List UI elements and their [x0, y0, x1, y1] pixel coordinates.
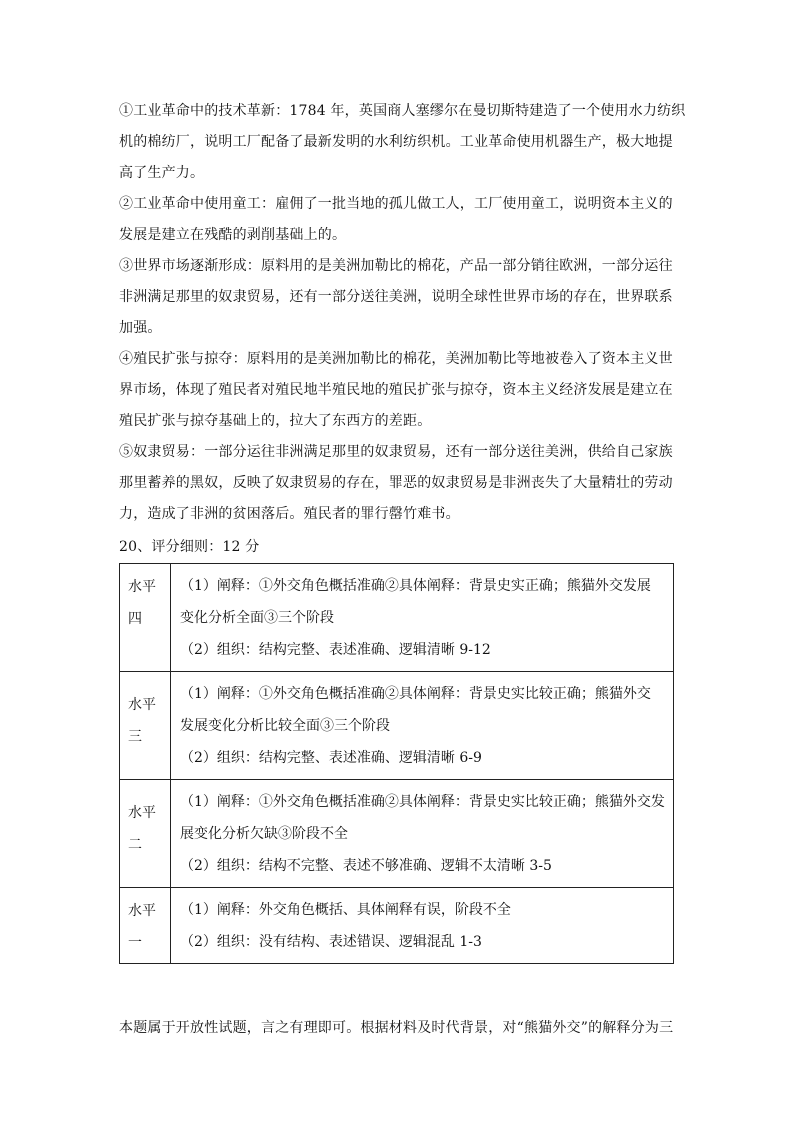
level-label: 二 — [128, 837, 142, 853]
level-cell — [120, 564, 171, 672]
criteria-line: （1）阐释：①外交角色概括准确②具体阐释：背景史实正确；熊猫外交发展 — [180, 578, 651, 594]
criteria-line: （2）组织：结构完整、表述准确、逻辑清晰 9-12 — [180, 642, 491, 658]
level-label: 一 — [128, 935, 142, 951]
level-cell — [120, 780, 171, 888]
point-2-paragraph — [119, 189, 679, 251]
table-row — [120, 780, 674, 888]
point-3-paragraph — [119, 251, 679, 344]
level-label: 三 — [128, 729, 142, 745]
criteria-line: （2）组织：结构不完整、表述不够准确、逻辑不太清晰 3-5 — [180, 858, 552, 874]
point-5-paragraph — [119, 437, 679, 530]
text-line: ⑤奴隶贸易：一部分运往非洲满足那里的奴隶贸易，还有一部分送往美洲，供给自己家族 — [119, 444, 673, 460]
text-line: 发展是建立在残酷的剥削基础上的。 — [119, 227, 347, 243]
level-cell — [120, 672, 171, 780]
criteria-line: （2）组织：没有结构、表述错误、逻辑混乱 1-3 — [180, 934, 482, 950]
answer-section — [119, 96, 686, 561]
criteria-line: （1）阐释：①外交角色概括准确②具体阐释：背景史实比较正确；熊猫外交 — [180, 686, 651, 702]
text-line: ②工业革命中使用童工：雇佣了一批当地的孤儿做工人，工厂使用童工，说明资本主义的 — [119, 196, 673, 212]
criteria-cell — [171, 564, 674, 672]
criteria-line: 展变化分析欠缺③阶段不全 — [180, 826, 348, 842]
section-heading: 20、评分细则：12 分 — [119, 539, 260, 555]
criteria-line: （2）组织：结构完整、表述准确、逻辑清晰 6-9 — [180, 750, 482, 766]
rubric-table — [119, 563, 674, 964]
text-line: 加强。 — [119, 320, 162, 336]
text-line: ③世界市场逐渐形成：原料用的是美洲加勒比的棉花，产品一部分销往欧洲，一部分运往 — [119, 258, 673, 274]
criteria-line: 变化分析全面③三个阶段 — [180, 610, 334, 626]
table-row — [120, 672, 674, 780]
criteria-line: （1）阐释：①外交角色概括准确②具体阐释：背景史实比较正确；熊猫外交发 — [180, 794, 665, 810]
point-4-paragraph — [119, 344, 679, 437]
point-1-paragraph — [119, 96, 686, 189]
level-label: 水平 — [128, 903, 156, 919]
criteria-line: 发展变化分析比较全面③三个阶段 — [180, 718, 390, 734]
level-label: 水平 — [128, 697, 156, 713]
text-line: 殖民扩张与掠夺基础上的，拉大了东西方的差距。 — [119, 413, 432, 429]
level-label: 水平 — [128, 805, 156, 821]
table-row — [120, 564, 674, 672]
text-line: 界市场，体现了殖民者对殖民地半殖民地的殖民扩张与掠夺，资本主义经济发展是建立在 — [119, 382, 673, 398]
text-line: ④殖民扩张与掠夺：原料用的是美洲加勒比的棉花，美洲加勒比等地被卷入了资本主义世 — [119, 351, 673, 367]
explanation-text: 本题属于开放性试题，言之有理即可。根据材料及时代背景，对“熊猫外交”的解释分为三 — [119, 1020, 674, 1036]
level-label: 四 — [128, 611, 142, 627]
criteria-line: （1）阐释：外交角色概括、具体阐释有误，阶段不全 — [180, 902, 511, 918]
text-line: 高了生产力。 — [119, 165, 205, 181]
level-cell — [120, 888, 171, 964]
criteria-cell — [171, 672, 674, 780]
level-label: 水平 — [128, 579, 156, 595]
text-line: 那里蓄养的黑奴，反映了奴隶贸易的存在，罪恶的奴隶贸易是非洲丧失了大量精壮的劳动 — [119, 475, 673, 491]
table-row — [120, 888, 674, 964]
criteria-cell — [171, 780, 674, 888]
text-line: ①工业革命中的技术革新：1784 年，英国商人塞缪尔在曼切斯特建造了一个使用水力纺织 — [119, 103, 686, 119]
text-line: 非洲满足那里的奴隶贸易，还有一部分送往美洲，说明全球性世界市场的存在，世界联系 — [119, 289, 673, 305]
criteria-cell — [171, 888, 674, 964]
text-line: 力，造成了非洲的贫困落后。殖民者的罪行罄竹难书。 — [119, 506, 460, 522]
text-line: 机的棉纺厂，说明工厂配备了最新发明的水利纺织机。工业革命使用机器生产，极大地提 — [119, 134, 673, 150]
